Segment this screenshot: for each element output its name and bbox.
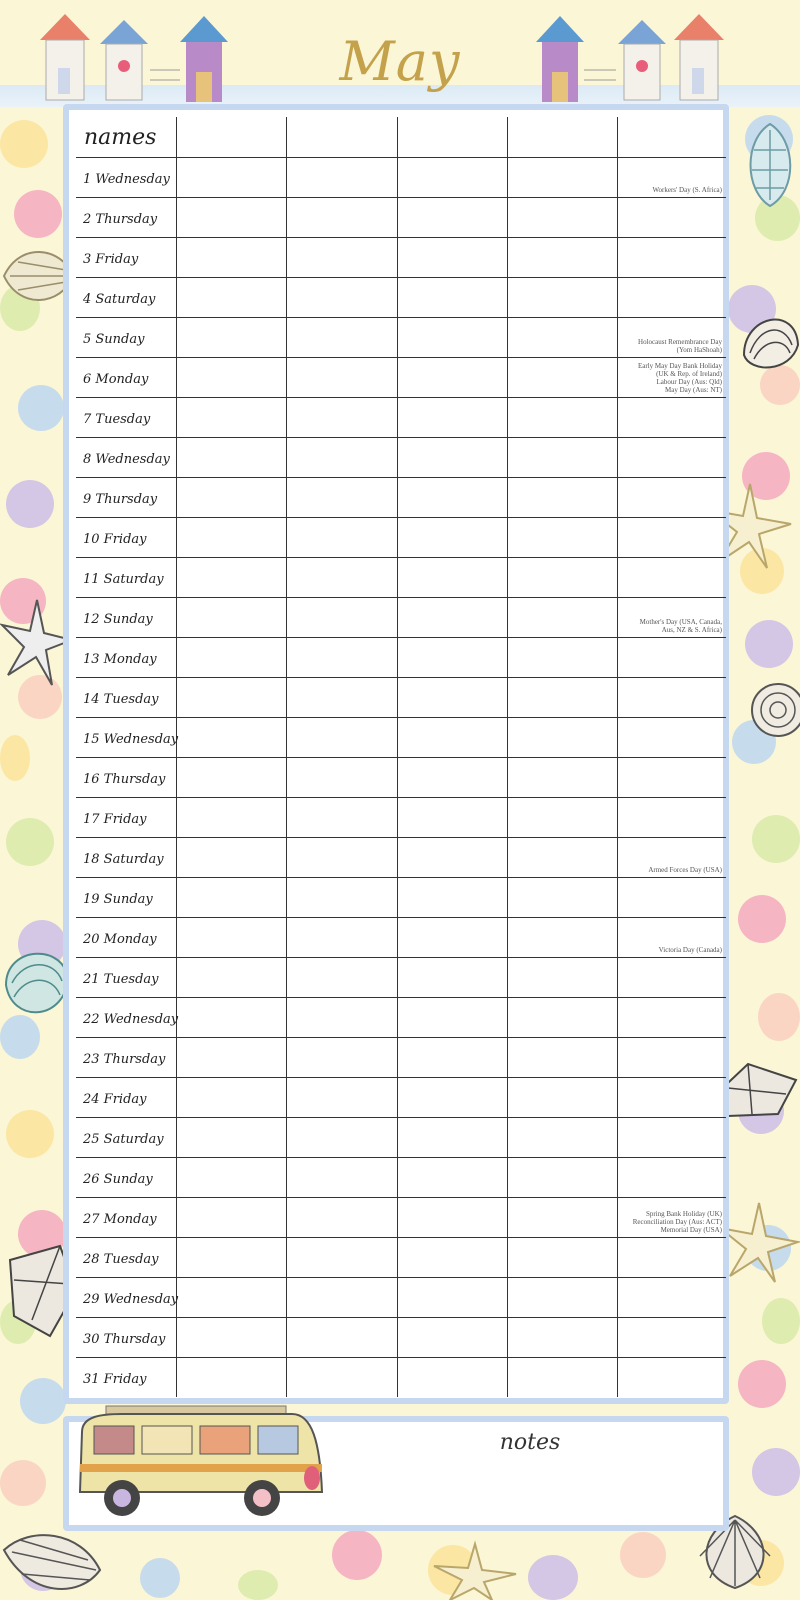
entry-cell[interactable]: [397, 1358, 507, 1398]
entry-cell[interactable]: [618, 558, 727, 598]
entry-cell[interactable]: [397, 278, 507, 318]
day-label-cell: [76, 158, 177, 198]
entry-cell[interactable]: [507, 678, 617, 718]
entry-cell[interactable]: [618, 1038, 727, 1078]
day-label-cell: [76, 1318, 177, 1358]
holiday-note: Early May Day Bank Holiday (UK & Rep. of Ireland) Labour Day (Aus: Qld) May Day (Aus: NT): [638, 362, 722, 394]
entry-cell[interactable]: [397, 678, 507, 718]
entry-cell[interactable]: [618, 638, 727, 678]
day-row: [76, 478, 726, 518]
entry-cell[interactable]: [507, 1358, 617, 1398]
day-label-cell: [76, 1038, 177, 1078]
day-row: [76, 158, 726, 198]
day-row: [76, 518, 726, 558]
day-row: [76, 1198, 726, 1238]
day-label-cell: [76, 1118, 177, 1158]
entry-cell[interactable]: [287, 398, 397, 438]
entry-cell[interactable]: [618, 598, 727, 638]
entry-cell[interactable]: [507, 478, 617, 518]
day-label: 13 Monday: [83, 652, 157, 667]
day-label-cell: [76, 278, 177, 318]
entry-cell[interactable]: [618, 518, 727, 558]
entry-cell[interactable]: [618, 278, 727, 318]
day-row: [76, 398, 726, 438]
holiday-note: Holocaust Remembrance Day (Yom HaShoah): [638, 338, 722, 354]
day-label: 19 Sunday: [83, 892, 153, 907]
day-label-cell: [76, 838, 177, 878]
entry-cell[interactable]: [618, 318, 727, 358]
entry-cell[interactable]: [397, 1278, 507, 1318]
day-label-cell: [76, 478, 177, 518]
day-label-cell: [76, 1198, 177, 1238]
entry-cell[interactable]: [618, 1158, 727, 1198]
entry-cell[interactable]: [287, 238, 397, 278]
day-row: [76, 1278, 726, 1318]
day-row: [76, 638, 726, 678]
day-label-cell: [76, 1278, 177, 1318]
entry-cell[interactable]: [287, 558, 397, 598]
entry-cell[interactable]: [507, 1038, 617, 1078]
entry-cell[interactable]: [177, 798, 287, 838]
day-label: 3 Friday: [83, 252, 139, 267]
entry-cell[interactable]: [507, 358, 617, 398]
entry-cell[interactable]: [177, 238, 287, 278]
entry-cell[interactable]: [397, 918, 507, 958]
entry-cell[interactable]: [397, 1078, 507, 1118]
entry-cell[interactable]: [507, 518, 617, 558]
entry-cell[interactable]: [397, 398, 507, 438]
day-row: [76, 1038, 726, 1078]
entry-cell[interactable]: [397, 838, 507, 878]
day-label-cell: [76, 358, 177, 398]
day-label: 28 Tuesday: [83, 1252, 159, 1267]
entry-cell[interactable]: [618, 398, 727, 438]
name-column-cell[interactable]: [618, 117, 727, 158]
day-row: [76, 598, 726, 638]
entry-cell[interactable]: [287, 278, 397, 318]
seashell-icon: [0, 935, 72, 1027]
day-row: [76, 278, 726, 318]
day-label: 12 Sunday: [83, 612, 153, 627]
entry-cell[interactable]: [397, 798, 507, 838]
entry-cell[interactable]: [507, 838, 617, 878]
entry-cell[interactable]: [507, 798, 617, 838]
entry-cell[interactable]: [507, 1278, 617, 1318]
entry-cell[interactable]: [177, 1038, 287, 1078]
entry-cell[interactable]: [287, 918, 397, 958]
day-label: 23 Thursday: [83, 1052, 166, 1067]
entry-cell[interactable]: [397, 198, 507, 238]
entry-cell[interactable]: [507, 198, 617, 238]
day-label-cell: [76, 398, 177, 438]
entry-cell[interactable]: [177, 278, 287, 318]
entry-cell[interactable]: [287, 1198, 397, 1238]
entry-cell[interactable]: [177, 1078, 287, 1118]
entry-cell[interactable]: [397, 1198, 507, 1238]
entry-cell[interactable]: [507, 878, 617, 918]
day-label: 4 Saturday: [83, 292, 156, 307]
day-label-cell: [76, 558, 177, 598]
entry-cell[interactable]: [287, 1158, 397, 1198]
holiday-note: Mother's Day (USA, Canada, Aus, NZ & S. Africa): [639, 618, 722, 634]
day-row: [76, 558, 726, 598]
day-label: 29 Wednesday: [83, 1292, 179, 1307]
entry-cell[interactable]: [397, 718, 507, 758]
entry-cell[interactable]: [287, 158, 397, 198]
entry-cell[interactable]: [177, 1318, 287, 1358]
entry-cell[interactable]: [507, 598, 617, 638]
entry-cell[interactable]: [507, 278, 617, 318]
day-label: 8 Wednesday: [83, 452, 170, 467]
entry-cell[interactable]: [287, 678, 397, 718]
day-row: [76, 1078, 726, 1118]
entry-cell[interactable]: [618, 238, 727, 278]
entry-cell[interactable]: [618, 838, 727, 878]
entry-cell[interactable]: [287, 1318, 397, 1358]
day-label-cell: [76, 1158, 177, 1198]
entry-cell[interactable]: [618, 1318, 727, 1358]
day-label: 24 Friday: [83, 1092, 147, 1107]
starfish-icon: [718, 1200, 800, 1285]
entry-cell[interactable]: [287, 998, 397, 1038]
entry-cell[interactable]: [618, 998, 727, 1038]
entry-cell[interactable]: [177, 598, 287, 638]
entry-cell[interactable]: [287, 958, 397, 998]
entry-cell[interactable]: [507, 398, 617, 438]
entry-cell[interactable]: [177, 398, 287, 438]
entry-cell[interactable]: [287, 478, 397, 518]
holiday-note: Spring Bank Holiday (UK) Reconciliation Day (Aus: ACT) Memorial Day (USA): [632, 1210, 722, 1234]
entry-cell[interactable]: [177, 1278, 287, 1318]
day-label: 20 Monday: [83, 932, 157, 947]
entry-cell[interactable]: [177, 198, 287, 238]
day-label: 31 Friday: [83, 1372, 147, 1387]
entry-cell[interactable]: [397, 318, 507, 358]
day-label: 17 Friday: [83, 812, 147, 827]
entry-cell[interactable]: [618, 878, 727, 918]
entry-cell[interactable]: [287, 318, 397, 358]
day-label: 2 Thursday: [83, 212, 158, 227]
page-title: May: [339, 30, 461, 93]
day-row: [76, 1358, 726, 1398]
entry-cell[interactable]: [177, 158, 287, 198]
entry-cell[interactable]: [287, 598, 397, 638]
entry-cell[interactable]: [507, 1118, 617, 1158]
day-row: [76, 1158, 726, 1198]
entry-cell[interactable]: [507, 718, 617, 758]
day-label: 10 Friday: [83, 532, 147, 547]
entry-cell[interactable]: [397, 438, 507, 478]
day-row: [76, 878, 726, 918]
entry-cell[interactable]: [177, 1158, 287, 1198]
entry-cell[interactable]: [618, 758, 727, 798]
day-label-cell: [76, 1078, 177, 1118]
day-label: 30 Thursday: [83, 1332, 166, 1347]
entry-cell[interactable]: [618, 1358, 727, 1398]
day-label: 1 Wednesday: [83, 172, 170, 187]
day-label-cell: [76, 598, 177, 638]
starfish-icon: [430, 1540, 520, 1600]
day-row: [76, 758, 726, 798]
entry-cell[interactable]: [177, 518, 287, 558]
holiday-note: Armed Forces Day (USA): [648, 866, 722, 874]
entry-cell[interactable]: [397, 758, 507, 798]
entry-cell[interactable]: [397, 1038, 507, 1078]
entry-cell[interactable]: [507, 958, 617, 998]
entry-cell[interactable]: [507, 558, 617, 598]
entry-cell[interactable]: [177, 918, 287, 958]
entry-cell[interactable]: [507, 918, 617, 958]
entry-cell[interactable]: [397, 1118, 507, 1158]
day-label-cell: [76, 718, 177, 758]
entry-cell[interactable]: [618, 438, 727, 478]
entry-cell[interactable]: [507, 1198, 617, 1238]
entry-cell[interactable]: [507, 238, 617, 278]
entry-cell[interactable]: [618, 1198, 727, 1238]
day-label-cell: [76, 1238, 177, 1278]
day-label: 9 Thursday: [83, 492, 158, 507]
entry-cell[interactable]: [618, 718, 727, 758]
header-row: [76, 117, 726, 158]
day-label-cell: [76, 958, 177, 998]
entry-cell[interactable]: [287, 198, 397, 238]
entry-cell[interactable]: [397, 518, 507, 558]
day-row: [76, 838, 726, 878]
entry-cell[interactable]: [287, 358, 397, 398]
day-row: [76, 438, 726, 478]
entry-cell[interactable]: [618, 358, 727, 398]
entry-cell[interactable]: [287, 1358, 397, 1398]
entry-cell[interactable]: [177, 998, 287, 1038]
entry-cell[interactable]: [287, 1038, 397, 1078]
entry-cell[interactable]: [507, 1158, 617, 1198]
entry-cell[interactable]: [177, 318, 287, 358]
seashell-icon: [0, 1520, 105, 1600]
day-label: 5 Sunday: [83, 332, 145, 347]
day-label-cell: [76, 438, 177, 478]
entry-cell[interactable]: [177, 1118, 287, 1158]
entry-cell[interactable]: [177, 1358, 287, 1398]
entry-cell[interactable]: [507, 998, 617, 1038]
day-row: [76, 358, 726, 398]
entry-cell[interactable]: [397, 158, 507, 198]
day-label: 22 Wednesday: [83, 1012, 179, 1027]
day-row: [76, 958, 726, 998]
entry-cell[interactable]: [618, 678, 727, 718]
day-row: [76, 318, 726, 358]
entry-cell[interactable]: [397, 878, 507, 918]
day-label-cell: [76, 918, 177, 958]
day-row: [76, 1238, 726, 1278]
entry-cell[interactable]: [397, 598, 507, 638]
camper-van-illustration: [72, 1402, 330, 1522]
entry-cell[interactable]: [397, 558, 507, 598]
entry-cell[interactable]: [507, 318, 617, 358]
day-label-cell: [76, 878, 177, 918]
day-label-cell: [76, 638, 177, 678]
day-row: [76, 718, 726, 758]
day-row: [76, 198, 726, 238]
entry-cell[interactable]: [618, 478, 727, 518]
entry-cell[interactable]: [507, 638, 617, 678]
entry-cell[interactable]: [177, 678, 287, 718]
day-row: [76, 918, 726, 958]
entry-cell[interactable]: [177, 638, 287, 678]
day-label: 7 Tuesday: [83, 412, 151, 427]
entry-cell[interactable]: [397, 478, 507, 518]
day-row: [76, 998, 726, 1038]
entry-cell[interactable]: [287, 758, 397, 798]
entry-cell[interactable]: [507, 438, 617, 478]
entry-cell[interactable]: [397, 638, 507, 678]
entry-cell[interactable]: [507, 158, 617, 198]
day-label: 27 Monday: [83, 1212, 157, 1227]
day-label-cell: [76, 198, 177, 238]
entry-cell[interactable]: [397, 958, 507, 998]
day-row: [76, 798, 726, 838]
day-label: 21 Tuesday: [83, 972, 159, 987]
day-row: [76, 238, 726, 278]
holiday-note: Victoria Day (Canada): [658, 946, 722, 954]
name-column-cell[interactable]: [287, 117, 397, 158]
day-label: 18 Saturday: [83, 852, 164, 867]
notes-label: notes: [499, 1430, 561, 1455]
entry-cell[interactable]: [287, 1278, 397, 1318]
day-label-cell: [76, 678, 177, 718]
entry-cell[interactable]: [177, 718, 287, 758]
seashell-icon: [748, 675, 800, 745]
entry-cell[interactable]: [287, 718, 397, 758]
names-header: names: [76, 117, 177, 158]
seashell-icon: [740, 295, 800, 375]
day-label-cell: [76, 1358, 177, 1398]
day-label-cell: [76, 238, 177, 278]
entry-cell[interactable]: [507, 758, 617, 798]
entry-cell[interactable]: [287, 638, 397, 678]
entry-cell[interactable]: [397, 1238, 507, 1278]
entry-cell[interactable]: [618, 198, 727, 238]
day-label-cell: [76, 998, 177, 1038]
entry-cell[interactable]: [177, 478, 287, 518]
entry-cell[interactable]: [177, 958, 287, 998]
entry-cell[interactable]: [287, 798, 397, 838]
day-label: 14 Tuesday: [83, 692, 159, 707]
entry-cell[interactable]: [177, 1238, 287, 1278]
entry-cell[interactable]: [177, 878, 287, 918]
name-column-cell[interactable]: [397, 117, 507, 158]
calendar-grid: [76, 117, 726, 1397]
day-label-cell: [76, 758, 177, 798]
entry-cell[interactable]: [287, 518, 397, 558]
day-label: 16 Thursday: [83, 772, 166, 787]
entry-cell[interactable]: [618, 798, 727, 838]
entry-cell[interactable]: [287, 438, 397, 478]
entry-cell[interactable]: [397, 1318, 507, 1358]
entry-cell[interactable]: [287, 1238, 397, 1278]
day-label-cell: [76, 518, 177, 558]
entry-cell[interactable]: [618, 1278, 727, 1318]
entry-cell[interactable]: [397, 358, 507, 398]
entry-cell[interactable]: [618, 918, 727, 958]
entry-cell[interactable]: [507, 1238, 617, 1278]
entry-cell[interactable]: [177, 758, 287, 798]
name-column-cell[interactable]: [177, 117, 287, 158]
entry-cell[interactable]: [177, 1198, 287, 1238]
entry-cell[interactable]: [177, 438, 287, 478]
day-label-cell: [76, 318, 177, 358]
entry-cell[interactable]: [287, 878, 397, 918]
entry-cell[interactable]: [397, 998, 507, 1038]
name-column-cell[interactable]: [507, 117, 617, 158]
day-label: 6 Monday: [83, 372, 149, 387]
entry-cell[interactable]: [287, 1118, 397, 1158]
day-row: [76, 1118, 726, 1158]
day-row: [76, 1318, 726, 1358]
entry-cell[interactable]: [177, 358, 287, 398]
entry-cell[interactable]: [287, 838, 397, 878]
day-label: 26 Sunday: [83, 1172, 153, 1187]
day-row: [76, 678, 726, 718]
day-label-cell: [76, 798, 177, 838]
entry-cell[interactable]: [507, 1078, 617, 1118]
seashell-icon: [740, 120, 800, 210]
day-label: 11 Saturday: [83, 572, 164, 587]
entry-cell[interactable]: [177, 558, 287, 598]
entry-cell[interactable]: [618, 1118, 727, 1158]
entry-cell[interactable]: [618, 1238, 727, 1278]
holiday-note: Workers' Day (S. Africa): [652, 186, 722, 194]
entry-cell[interactable]: [618, 158, 727, 198]
entry-cell[interactable]: [397, 1158, 507, 1198]
day-label: 25 Saturday: [83, 1132, 164, 1147]
entry-cell[interactable]: [507, 1318, 617, 1358]
entry-cell[interactable]: [287, 1078, 397, 1118]
entry-cell[interactable]: [177, 838, 287, 878]
day-label: 15 Wednesday: [83, 732, 179, 747]
entry-cell[interactable]: [618, 1078, 727, 1118]
entry-cell[interactable]: [397, 238, 507, 278]
entry-cell[interactable]: [618, 958, 727, 998]
